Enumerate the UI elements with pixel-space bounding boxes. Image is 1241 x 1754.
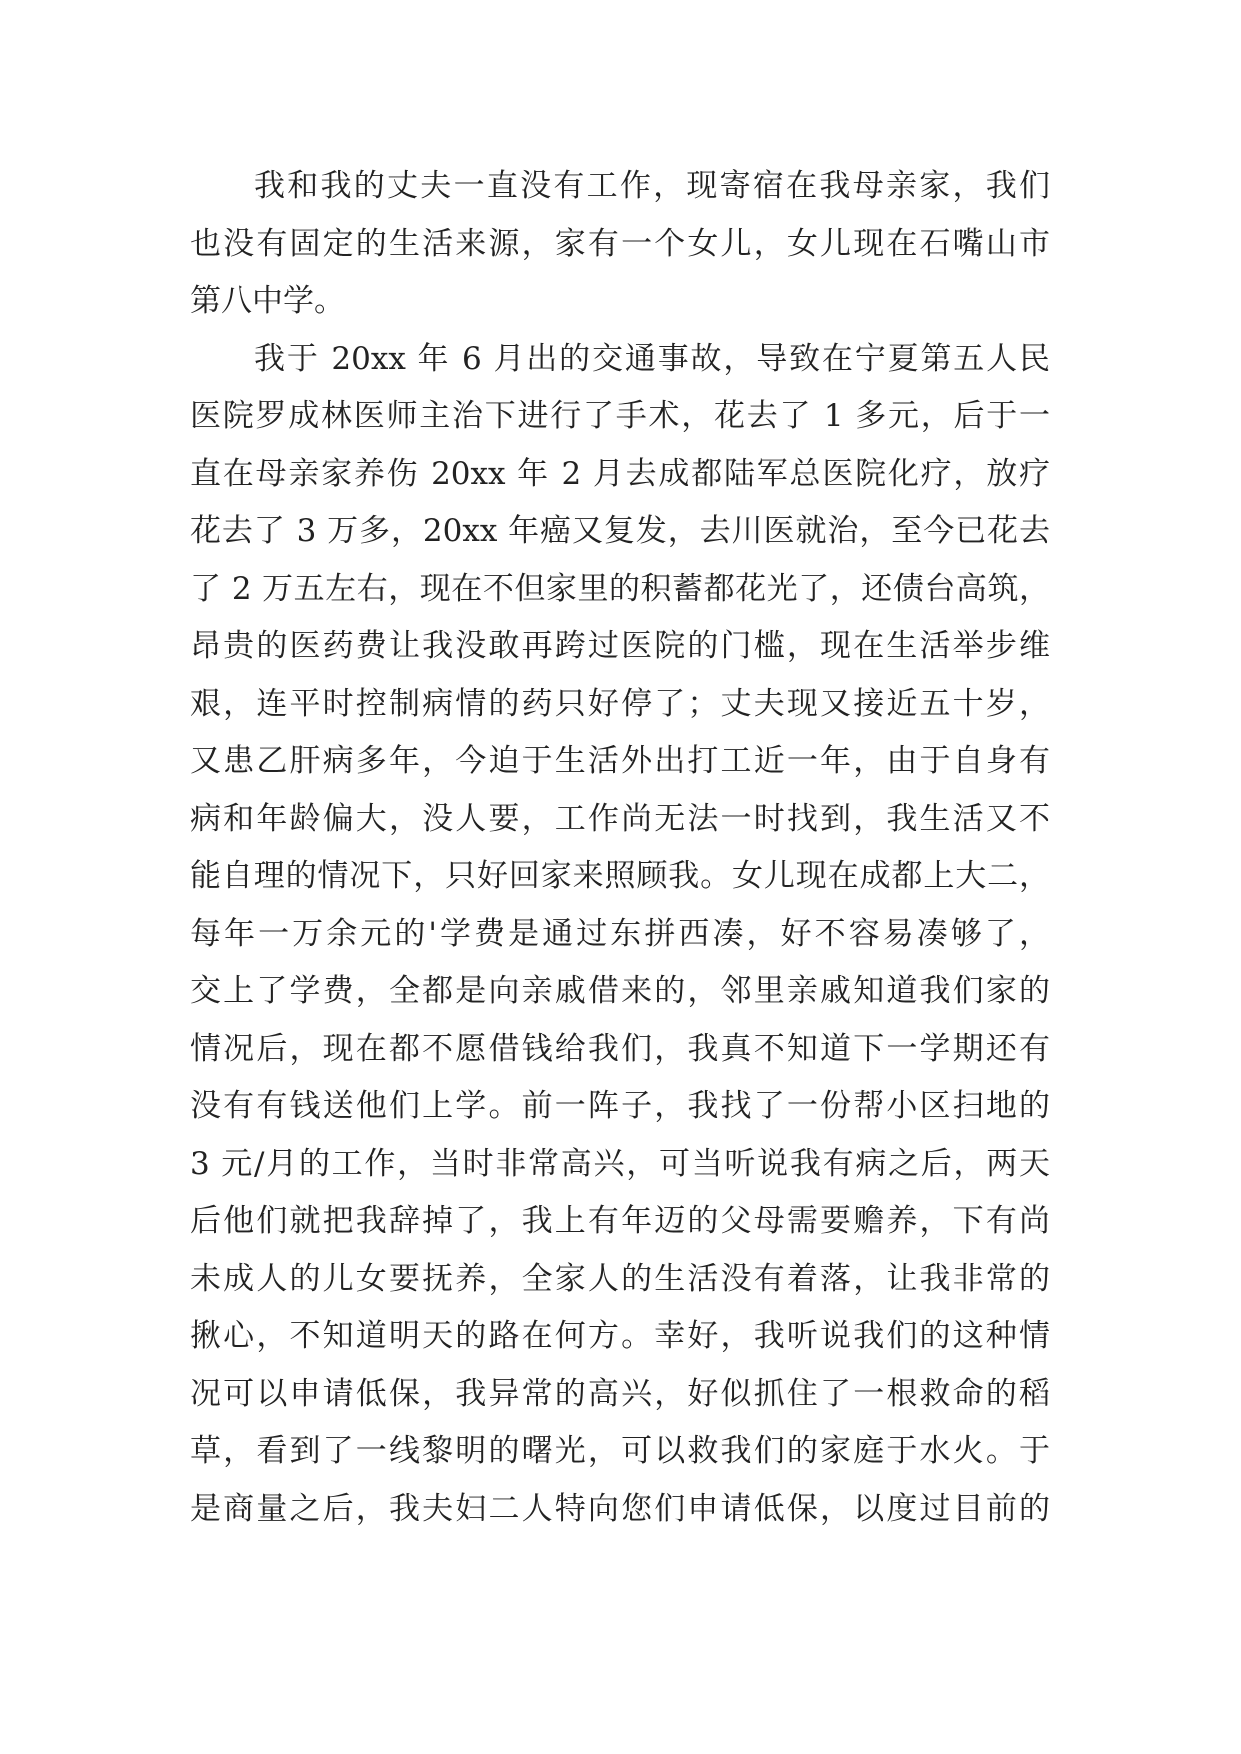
text-line: 草，看到了一线黎明的曙光，可以救我们的家庭于水火。于	[190, 1433, 1050, 1469]
text-line: 我于 20xx 年 6 月出的交通事故，导致在宁夏第五人民	[254, 340, 1050, 377]
paragraph	[190, 158, 1050, 331]
text-line: 昂贵的医药费让我没敢再跨过医院的门槛，现在生活举步维	[190, 628, 1050, 664]
text-line: 医院罗成林医师主治下进行了手术，花去了 1 多元，后于一	[190, 398, 1050, 434]
text-line: 是商量之后，我夫妇二人特向您们申请低保，以度过目前的	[190, 1490, 1050, 1527]
document-body	[190, 158, 1050, 1538]
text-line: 每年一万余元的'学费是通过东拼西凑，好不容易凑够了，	[190, 915, 1050, 952]
text-line: 3 元/月的工作，当时非常高兴，可当听说我有病之后，两天	[190, 1145, 1050, 1182]
text-line: 了 2 万五左右，现在不但家里的积蓄都花光了，还债台高筑，	[190, 570, 1050, 607]
text-line: 花去了 3 万多，20xx 年癌又复发，去川医就治，至今已花去	[190, 513, 1050, 549]
text-line: 直在母亲家养伤 20xx 年 2 月去成都陆军总医院化疗，放疗	[190, 455, 1050, 492]
text-line: 情况后，现在都不愿借钱给我们，我真不知道下一学期还有	[190, 1030, 1050, 1067]
text-line: 揪心，不知道明天的路在何方。幸好，我听说我们的这种情	[190, 1318, 1050, 1354]
text-line: 没有有钱送他们上学。前一阵子，我找了一份帮小区扫地的	[190, 1088, 1050, 1124]
text-line: 也没有固定的生活来源，家有一个女儿，女儿现在石嘴山市	[190, 225, 1050, 262]
text-line: 能自理的情况下，只好回家来照顾我。女儿现在成都上大二，	[190, 858, 1050, 894]
text-line: 况可以申请低保，我异常的高兴，好似抓住了一根救命的稻	[190, 1375, 1050, 1412]
text-line: 我和我的丈夫一直没有工作，现寄宿在我母亲家，我们	[254, 168, 1050, 204]
text-line: 病和年龄偏大，没人要，工作尚无法一时找到，我生活又不	[190, 800, 1050, 837]
text-line: 交上了学费，全都是向亲戚借来的，邻里亲戚知道我们家的	[190, 973, 1050, 1009]
text-line: 艰，连平时控制病情的药只好停了；丈夫现又接近五十岁，	[190, 685, 1050, 722]
text-line: 第八中学。	[190, 283, 345, 319]
text-line: 未成人的儿女要抚养，全家人的生活没有着落，让我非常的	[190, 1260, 1050, 1297]
text-line: 又患乙肝病多年，今迫于生活外出打工近一年，由于自身有	[190, 743, 1050, 779]
paragraph	[190, 331, 1050, 1539]
text-line: 后他们就把我辞掉了，我上有年迈的父母需要赡养，下有尚	[190, 1203, 1050, 1239]
